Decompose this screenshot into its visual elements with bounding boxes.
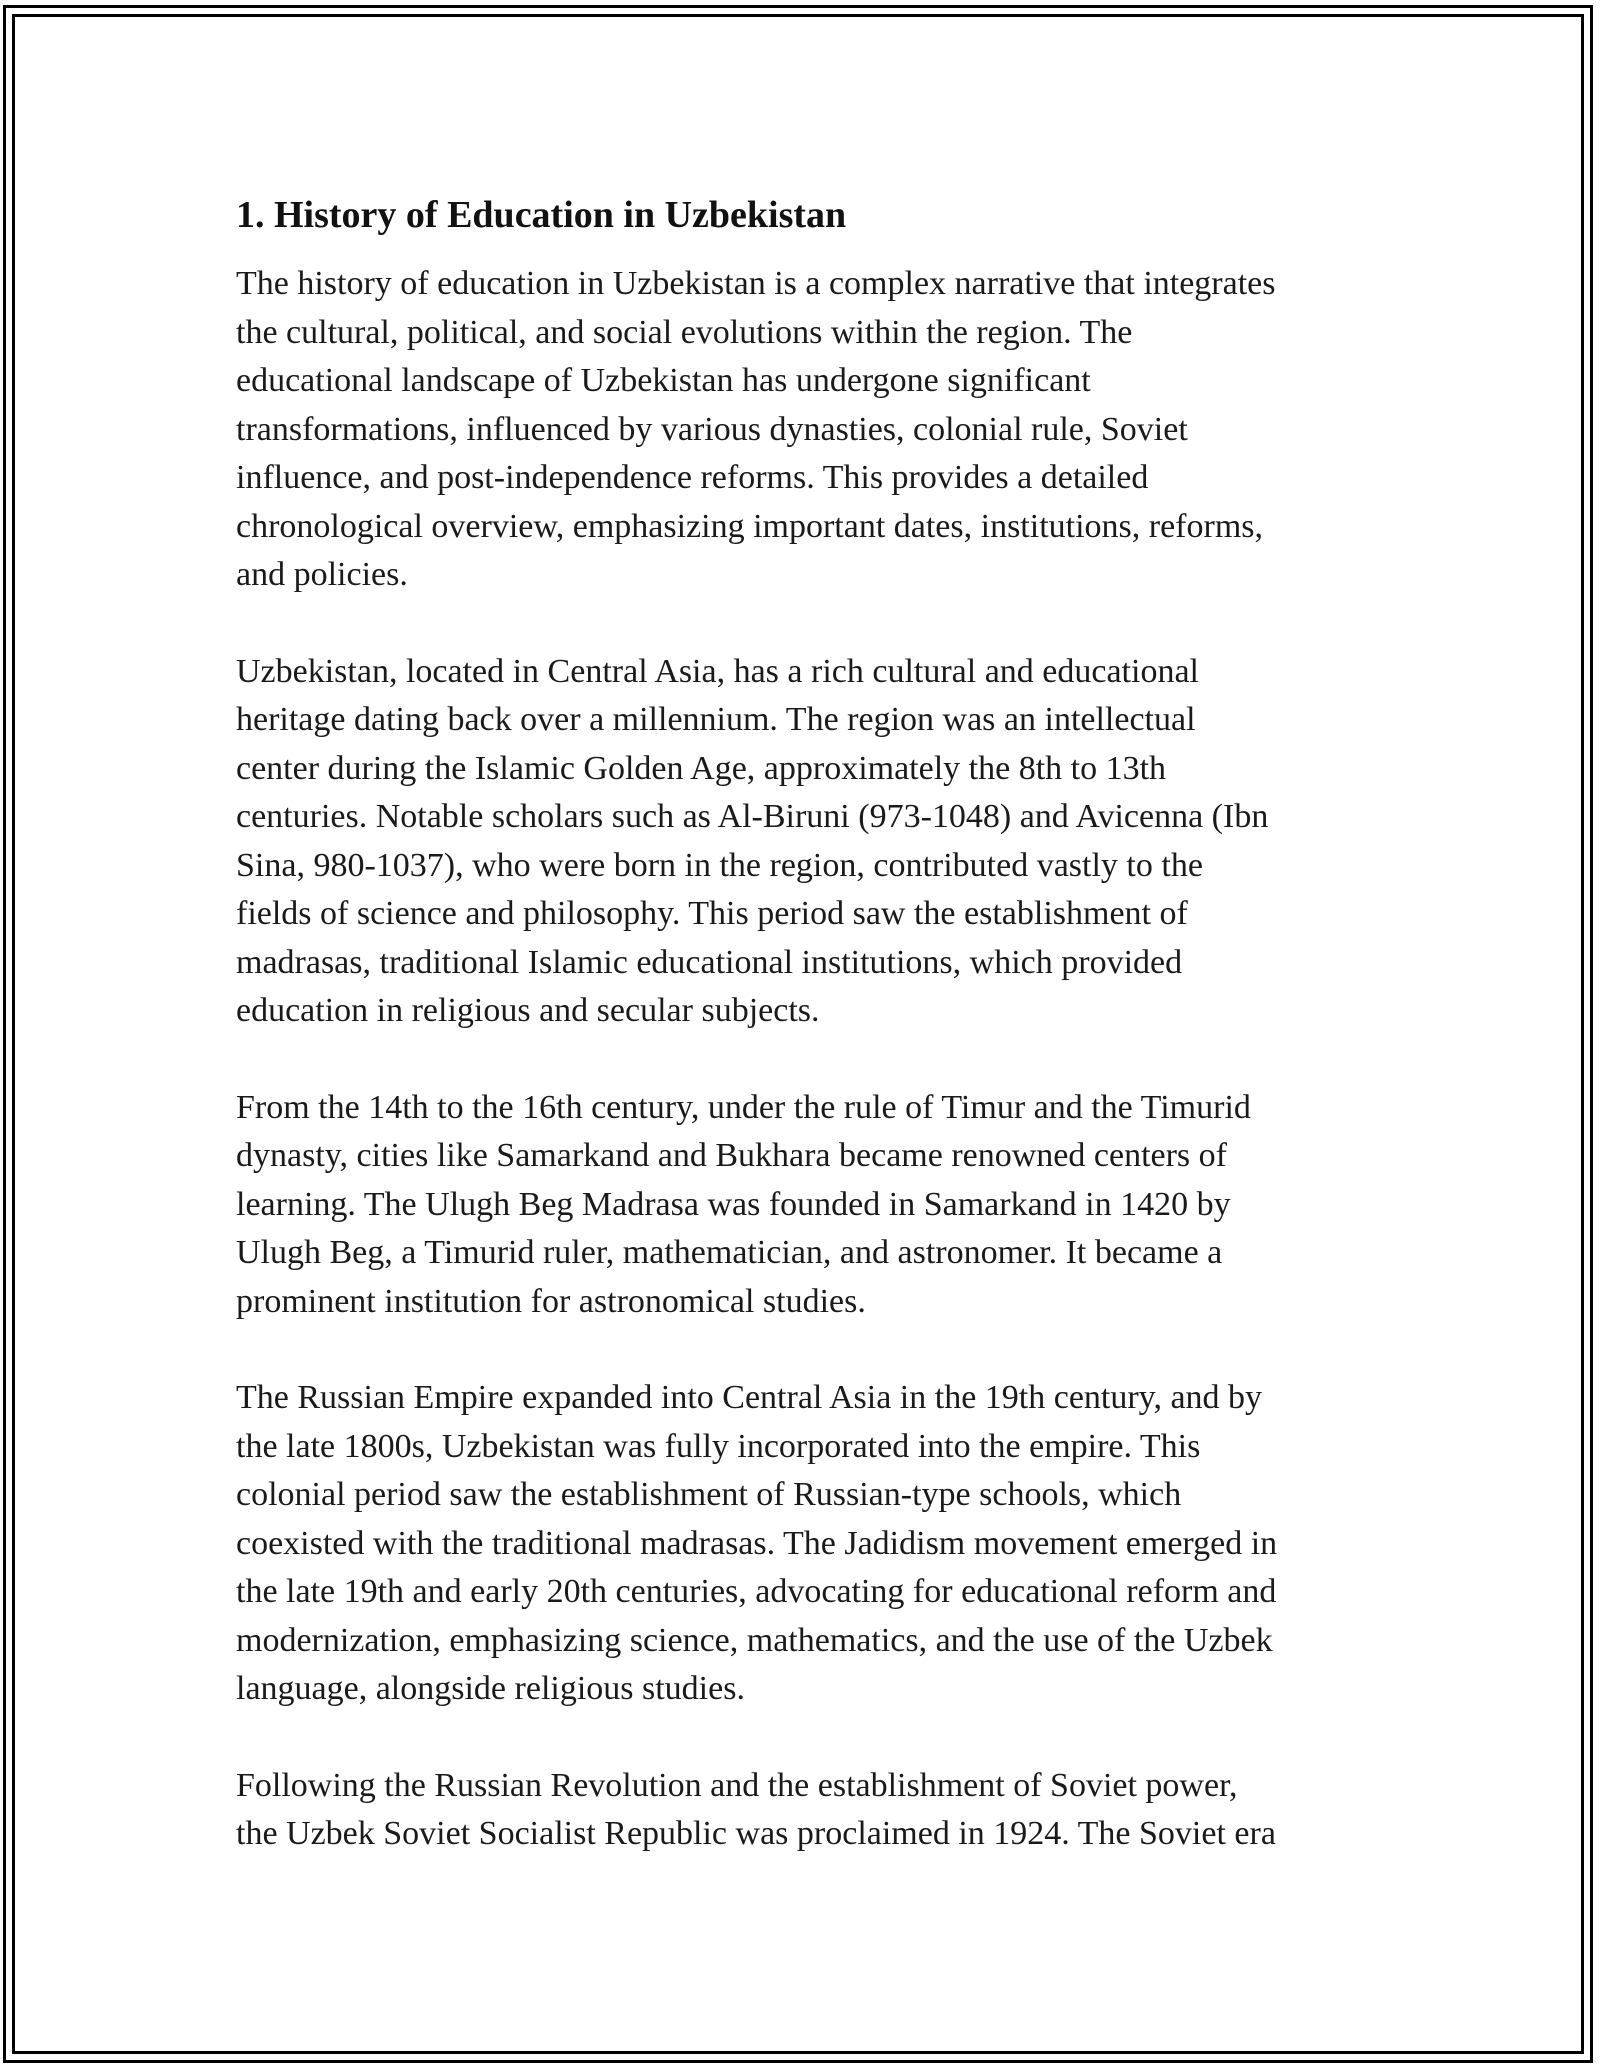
paragraph-soviet-era [236,1762,1370,1859]
paragraph-russian-empire [236,1374,1370,1714]
text-line: madrasas, traditional Islamic educational institutions, which provided [236,943,1183,981]
text-line: education in religious and secular subjects. [236,992,820,1029]
text-line: the Uzbek Soviet Socialist Republic was proclaimed in 1924. The Soviet era [236,1815,1276,1852]
text-line: prominent institution for astronomical studies. [236,1282,866,1320]
paragraph-islamic-golden-age [236,648,1370,1036]
text-line: Ulugh Beg, a Timurid ruler, mathematician, and astronomer. It became a [236,1234,1223,1271]
text-line: transformations, influenced by various dynasties, colonial rule, Soviet [236,410,1188,448]
text-line: heritage dating back over a millennium. The region was an intellectual [236,701,1196,738]
document-body [236,186,1370,1907]
paragraph-timurid-era [236,1084,1370,1327]
text-line: the late 1800s, Uzbekistan was fully incorporated into the empire. This [236,1427,1201,1465]
text-line: centuries. Notable scholars such as Al-Biruni (973-1048) and Avicenna (Ibn [236,798,1269,835]
text-line: The history of education in Uzbekistan is a complex narrative that integrates [236,265,1276,302]
text-line: learning. The Ulugh Beg Madrasa was founded in Samarkand in 1420 by [236,1185,1231,1223]
text-line: Uzbekistan, located in Central Asia, has a rich cultural and educational [236,652,1199,690]
text-line: influence, and post-independence reforms. This provides a detailed [236,459,1149,496]
text-line: fields of science and philosophy. This period saw the establishment of [236,895,1188,932]
text-line: chronological overview, emphasizing important dates, institutions, reforms, [236,507,1264,545]
text-line: and policies. [236,556,408,593]
text-line: colonial period saw the establishment of Russian-type schools, which [236,1476,1182,1513]
paragraph-intro [236,260,1370,600]
text-line: language, alongside religious studies. [236,1670,745,1707]
text-line: modernization, emphasizing science, mathematics, and the use of the Uzbek [236,1621,1273,1659]
section-heading: 1. History of Education in Uzbekistan [236,194,847,236]
text-line: dynasty, cities like Samarkand and Bukhara became renowned centers of [236,1137,1227,1174]
text-line: the late 19th and early 20th centuries, advocating for educational reform and [236,1573,1277,1610]
text-line: From the 14th to the 16th century, under the rule of Timur and the Timurid [236,1088,1251,1126]
text-line: educational landscape of Uzbekistan has undergone significant [236,362,1091,399]
text-line: The Russian Empire expanded into Central Asia in the 19th century, and by [236,1379,1263,1416]
text-line: the cultural, political, and social evolutions within the region. The [236,313,1133,351]
text-line: Sina, 980-1037), who were born in the region, contributed vastly to the [236,846,1203,884]
text-line: Following the Russian Revolution and the establishment of Soviet power, [236,1766,1238,1804]
text-line: coexisted with the traditional madrasas. The Jadidism movement emerged in [236,1524,1278,1562]
text-line: center during the Islamic Golden Age, approximately the 8th to 13th [236,749,1167,787]
